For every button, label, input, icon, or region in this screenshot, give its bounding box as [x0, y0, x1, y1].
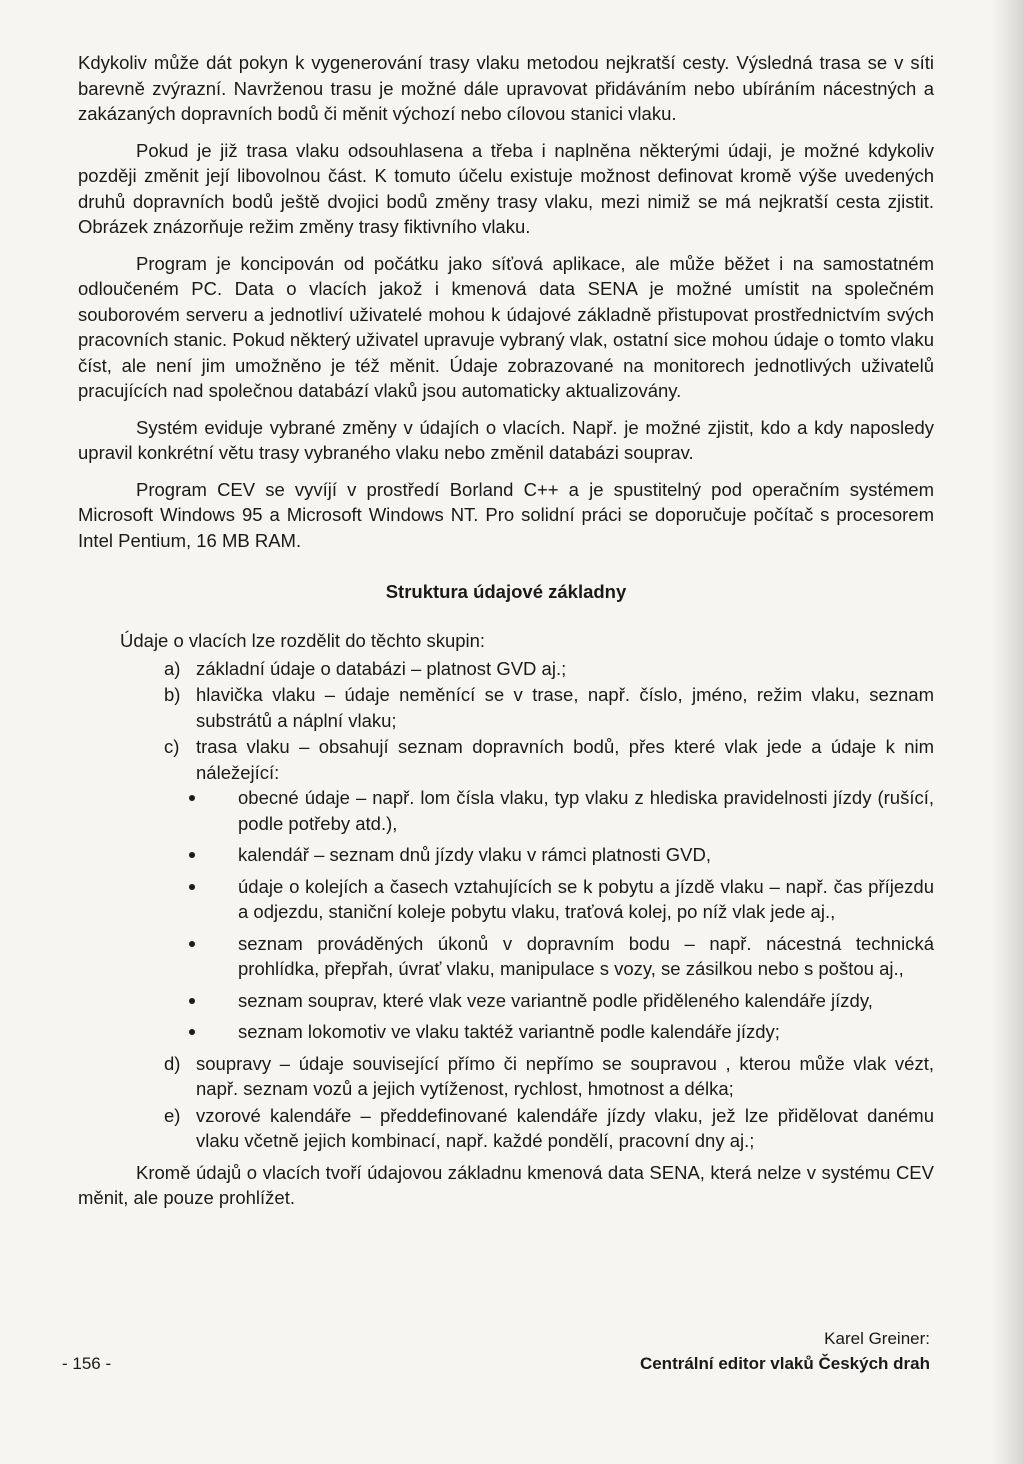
section-intro: Údaje o vlacích lze rozdělit do těchto skupin: — [120, 630, 486, 651]
group-list — [78, 656, 934, 1154]
footer-row — [62, 1351, 930, 1376]
list-item-a — [78, 656, 934, 682]
list-marker: b) — [164, 684, 181, 705]
list-item-text: hlavička vlaku – údaje neměnící se v trase, např. číslo, jméno, režim vlaku, seznam substrátů a náplní vlaku; — [196, 684, 934, 731]
paragraph-2: Pokud je již trasa vlaku odsouhlasena a třeba i naplněna některými údaji, je možné kdykoliv později změnit její libovolnou část. K tomuto účelu existuje možnost definovat kromě výše uvedených druhů dopravních bodů ještě dvojici bodů změny trasy vlaku, mezi nimiž se má nejkratší cesta zjistit. Obrázek znázorňuje režim změny trasy fiktivního vlaku. — [78, 139, 934, 237]
bullet-list — [238, 785, 934, 1045]
list-item-c — [78, 734, 934, 1045]
list-item-text: trasa vlaku – obsahují seznam dopravních bodů, přes které vlak jede a údaje k nim náležející: — [196, 736, 934, 783]
bullet-icon — [189, 852, 195, 858]
bullet-item — [238, 931, 934, 982]
bullet-icon — [189, 941, 195, 947]
list-item-e — [78, 1103, 934, 1154]
page-number: - 156 - — [62, 1354, 112, 1373]
bullet-text: údaje o kolejích a časech vztahujících se k pobytu a jízdě vlaku – např. čas příjezdu a odjezdu, staniční koleje pobytu vlaku, traťová kolej, po níž vlak jede aj., — [238, 875, 934, 922]
footer-title: Centrální editor vlaků Českých drah — [639, 1354, 930, 1373]
list-marker: c) — [164, 736, 180, 757]
bullet-item — [238, 988, 934, 1014]
list-marker: d) — [164, 1052, 181, 1074]
list-marker: e) — [164, 1104, 181, 1126]
bullet-item — [238, 874, 934, 925]
document-page — [78, 50, 934, 1222]
paragraph-1: Kdykoliv může dát pokyn k vygenerování trasy vlaku metodou nejkratší cesty. Výsledná trasa se v síti barevně zvýrazní. Navrženou trasu je možné dále upravovat přidáváním nebo ubíráním nácestných a zakázaných dopravních bodů či měnit výchozí nebo cílovou stanici vlaku. — [78, 52, 934, 124]
list-item-b — [78, 682, 934, 733]
bullet-item — [238, 785, 934, 836]
page-footer — [62, 1326, 930, 1376]
bullet-text: seznam prováděných úkonů v dopravním bodu – např. nácestná technická prohlídka, přepřah, úvrať vlaku, manipulace s vozy, se zásilkou nebo s poštou aj., — [238, 932, 934, 979]
bullet-text: seznam souprav, které vlak veze variantně podle přiděleného kalendáře jízdy, — [238, 989, 873, 1011]
list-item-d — [78, 1051, 934, 1102]
bullet-icon — [189, 884, 195, 890]
footer-author: Karel Greiner: — [824, 1329, 930, 1348]
list-marker: a) — [164, 657, 181, 679]
bullet-item — [238, 1019, 934, 1045]
bullet-icon — [189, 998, 195, 1004]
paragraph-3: Program je koncipován od počátku jako síťová aplikace, ale může běžet i na samostatném odloučeném PC. Data o vlacích jakož i kmenová data SENA je možné umístit na společném souborovém serveru a jednotliví uživatelé mohou k údajové základně přistupovat prostřednictvím svých pracovních stanic. Pokud některý uživatel upravuje vybraný vlak, ostatní sice mohou údaje o tomto vlaku číst, ale není jim umožněno je též měnit. Údaje zobrazované na monitorech jednotlivých uživatelů pracujících nad společnou databází vlaků jsou automaticky aktualizovány. — [78, 252, 934, 401]
bullet-icon — [189, 1029, 195, 1035]
list-item-text: základní údaje o databázi – platnost GVD aj.; — [196, 657, 567, 679]
closing-paragraph: Kromě údajů o vlacích tvoří údajovou základnu kmenová data SENA, která nelze v systému CEV měnit, ale pouze prohlížet. — [78, 1161, 934, 1208]
bullet-text: kalendář – seznam dnů jízdy vlaku v rámci platnosti GVD, — [238, 844, 711, 865]
bullet-icon — [189, 795, 195, 801]
list-item-text: vzorové kalendáře – předdefinované kalendáře jízdy vlaku, jež lze přidělovat danému vlaku včetně jejich kombinací, např. každé pondělí, pracovní dny aj.; — [196, 1104, 934, 1151]
section-heading: Struktura údajové základny — [385, 581, 627, 602]
paragraph-5: Program CEV se vyvíjí v prostředí Borland C++ a je spustitelný pod operačním systémem Microsoft Windows 95 a Microsoft Windows NT. Pro solidní práci se doporučuje počítač s procesorem Intel Pentium, 16 MB RAM. — [78, 478, 934, 551]
scan-edge-shadow — [990, 0, 1024, 1464]
bullet-item — [238, 842, 934, 868]
paragraph-4: Systém eviduje vybrané změny v údajích o vlacích. Např. je možné zjistit, kdo a kdy naposledy upravil konkrétní větu trasy vybraného vlaku nebo změnil databázi souprav. — [78, 416, 934, 463]
bullet-text: seznam lokomotiv ve vlaku taktéž variantně podle kalendáře jízdy; — [238, 1021, 780, 1042]
list-item-text: soupravy – údaje související přímo či nepřímo se soupravou , kterou může vlak vézt, např. seznam vozů a jejich vytíženost, rychlost, hmotnost a délka; — [196, 1052, 934, 1099]
bullet-text: obecné údaje – např. lom čísla vlaku, typ vlaku z hlediska pravidelnosti jízdy (rušící, podle potřeby atd.), — [238, 787, 934, 834]
